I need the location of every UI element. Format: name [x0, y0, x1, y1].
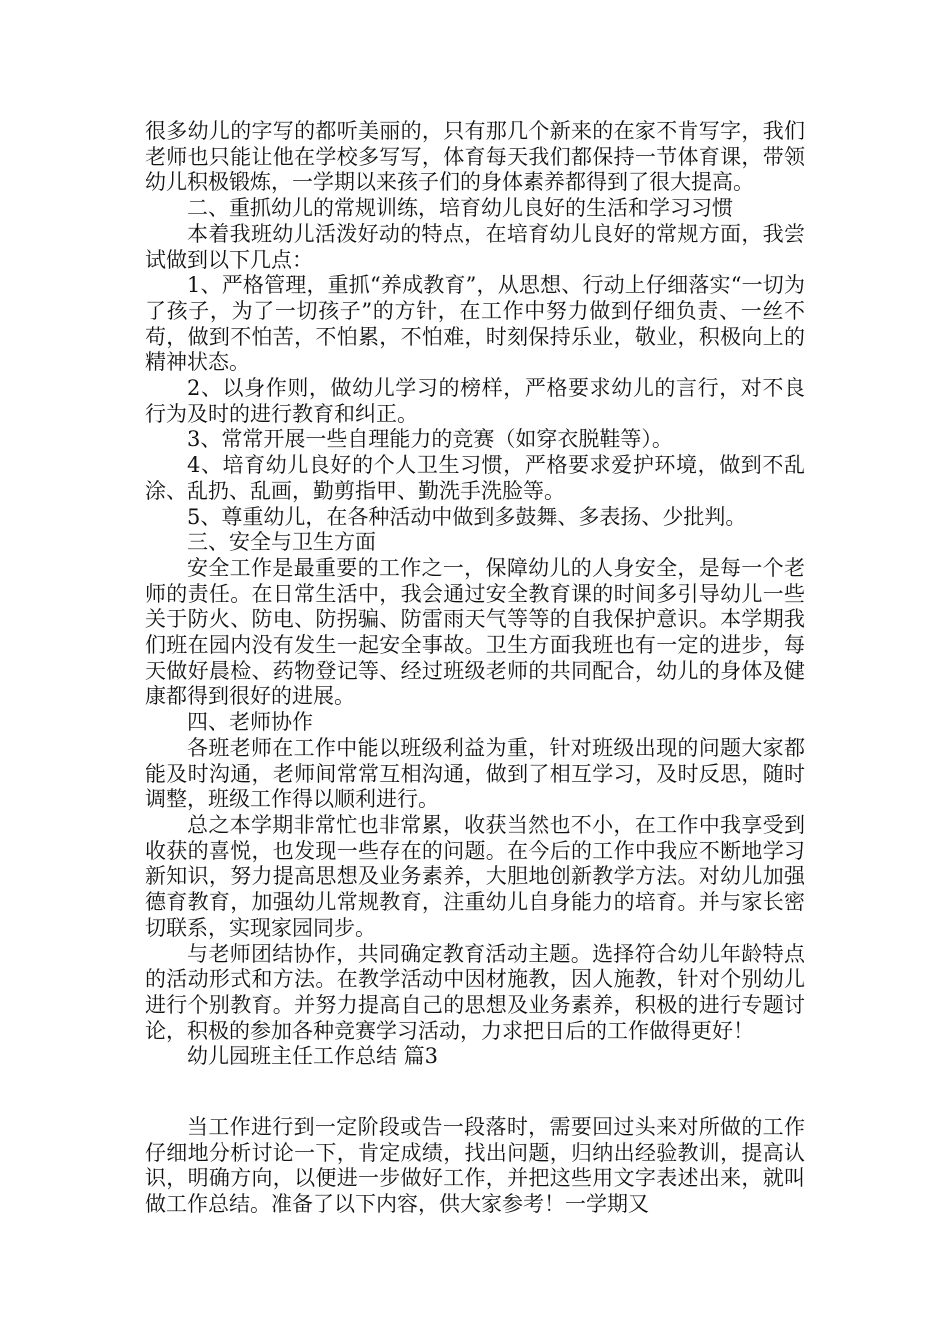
list-item-2-3: 3、常常开展一些自理能力的竞赛（如穿衣脱鞋等）。 — [187, 427, 673, 452]
paragraph-article-3-intro: 当工作进行到一定阶段或告一段落时，需要回过头来对所做的工作仔细地分析讨论一下，肯定成绩，找出问题，归纳出经验教训，提高认识，明确方向，以便进一步做好工作，并把这些用文字表述出来，就叫做工作总结。准备了以下内容，供大家参考！一学期又 — [145, 1115, 805, 1217]
paragraph-continuation: 很多幼儿的字写的都听美丽的，只有那几个新来的在家不肯写字，我们老师也只能让他在学校多写写，体育每天我们都保持一节体育课，带领幼儿积极锻炼，一学期以来孩子们的身体素养都得到了很大提高。 — [145, 119, 805, 195]
blank-line — [145, 1070, 805, 1115]
paragraph-section-2-intro: 本着我班幼儿活泼好动的特点，在培育幼儿良好的常规方面，我尝试做到以下几点： — [145, 221, 805, 272]
list-item-2-1: 1、严格管理，重抓“养成教育”，从思想、行动上仔细落实“一切为了孩子，为了一切孩子”的方针，在工作中努力做到仔细负责、一丝不苟，做到不怕苦，不怕累，不怕难，时刻保持乐业，敬业，积极向上的精神状态。 — [145, 273, 805, 375]
paragraph-cooperation: 与老师团结协作，共同确定教育活动主题。选择符合幼儿年龄特点的活动形式和方法。在教学活动中因材施教，因人施教，针对个别幼儿进行个别教育。并努力提高自己的思想及业务素养，积极的进行专题讨论，积极的参加各种竞赛学习活动，力求把日后的工作做得更好！ — [145, 941, 805, 1043]
paragraph-summary: 总之本学期非常忙也非常累，收获当然也不小，在工作中我享受到收获的喜悦，也发现一些存在的问题。在今后的工作中我应不断地学习新知识，努力提高思想及业务素养，大胆地创新教学方法。对幼儿加强德育教育，加强幼儿常规教育，注重幼儿自身能力的培育。并与家长密切联系，实现家园同步。 — [145, 812, 805, 940]
list-item-2-4: 4、培育幼儿良好的个人卫生习惯，严格要求爱护环境，做到不乱涂、乱扔、乱画，勤剪指甲、勤洗手洗脸等。 — [145, 453, 805, 503]
section-heading-3: 三、安全与卫生方面 — [187, 530, 376, 555]
list-item-2-2: 2、以身作则，做幼儿学习的榜样，严格要求幼儿的言行，对不良行为及时的进行教育和纠正。 — [145, 376, 805, 426]
paragraph-section-4: 各班老师在工作中能以班级利益为重，针对班级出现的问题大家都能及时沟通，老师间常常互相沟通，做到了相互学习，及时反思，随时调整，班级工作得以顺利进行。 — [145, 735, 805, 812]
section-heading-2: 二、重抓幼儿的常规训练，培育幼儿良好的生活和学习习惯 — [187, 196, 733, 221]
paragraph-section-3: 安全工作是最重要的工作之一，保障幼儿的人身安全，是每一个老师的责任。在日常生活中，我会通过安全教育课的时间多引导幼儿一些关于防火、防电、防拐骗、防雷雨天气等等的自我保护意识。本学期我们班在园内没有发生一起安全事故。卫生方面我班也有一定的进步，每天做好晨检、药物登记等、经过班级老师的共同配合，幼儿的身体及健康都得到很好的进展。 — [145, 555, 805, 709]
section-heading-4: 四、老师协作 — [187, 710, 313, 735]
list-item-2-5: 5、尊重幼儿，在各种活动中做到多鼓舞、多表扬、少批判。 — [187, 504, 747, 529]
article-title-3: 幼儿园班主任工作总结 篇3 — [187, 1044, 439, 1069]
document-body — [145, 119, 805, 1218]
